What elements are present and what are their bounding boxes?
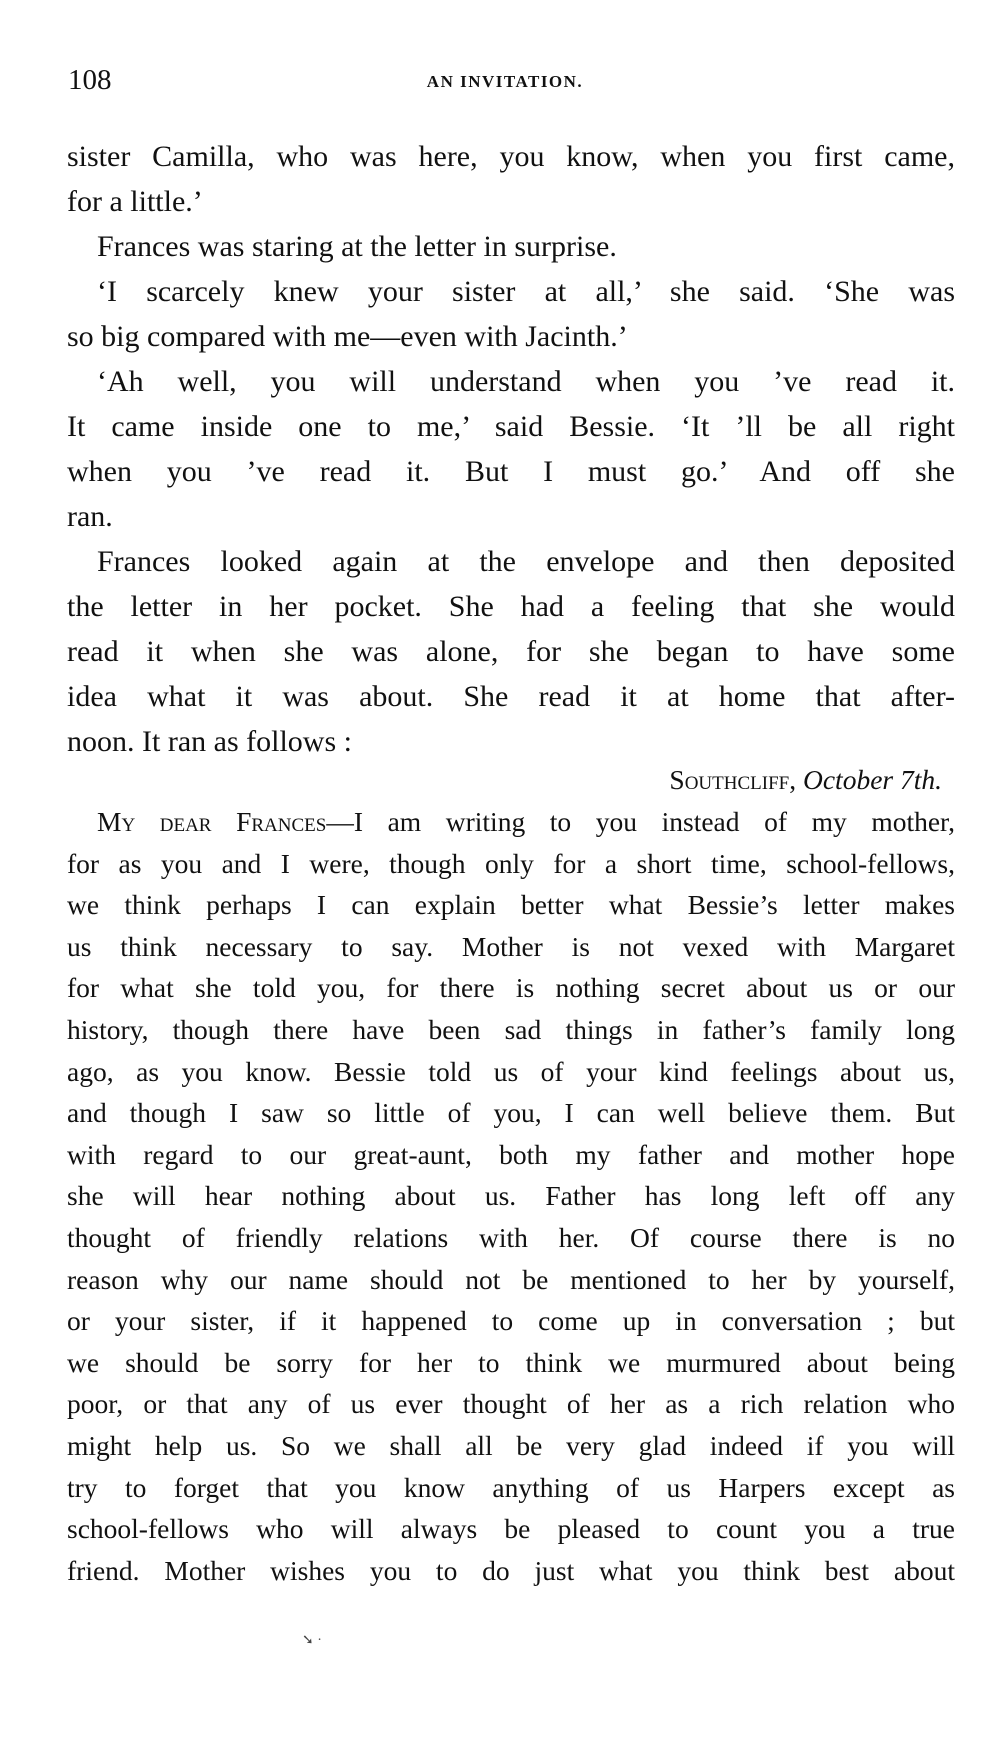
letter-line: poor, or that any of us ever thought of her as a rich relation who bbox=[67, 1388, 955, 1419]
letter-line: she will hear nothing about us. Father has long left off any bbox=[67, 1180, 955, 1211]
text-line: ‘I scarcely knew your sister at all,’ she said. ‘She was bbox=[97, 275, 955, 308]
letter-line: for what she told you, for there is nothing secret about us or our bbox=[67, 972, 955, 1003]
dateline-date: October 7th. bbox=[802, 764, 942, 795]
page-number: 108 bbox=[68, 64, 112, 96]
text-line: so big compared with me—even with Jacinth.’ bbox=[67, 320, 628, 353]
text-line: ran. bbox=[67, 500, 113, 533]
letter-dateline bbox=[67, 762, 942, 798]
letter-line: and though I saw so little of you, I can well believe them. But bbox=[67, 1097, 955, 1128]
text-line: read it when she was alone, for she began to have some bbox=[67, 635, 955, 668]
letter-line: reason why our name should not be mentioned to her by yourself, bbox=[67, 1264, 955, 1295]
letter-line: or your sister, if it happened to come up in conversation ; but bbox=[67, 1305, 955, 1336]
letter-line: school-fellows who will always be pleased to count you a true bbox=[67, 1513, 955, 1544]
text-line: noon. It ran as follows : bbox=[67, 725, 352, 758]
text-line: sister Camilla, who was here, you know, when you first came, bbox=[67, 140, 955, 173]
text-line: when you ’ve read it. But I must go.’ And off she bbox=[67, 455, 955, 488]
text-line: It came inside one to me,’ said Bessie. ‘It ’ll be all right bbox=[67, 410, 955, 443]
text-line: for a little.’ bbox=[67, 185, 203, 218]
salutation-greeting: My dear Frances bbox=[97, 806, 327, 837]
letter-line: us think necessary to say. Mother is not vexed with Margaret bbox=[67, 931, 955, 962]
letter-line: for as you and I were, though only for a short time, school-fellows, bbox=[67, 848, 955, 879]
running-title: AN INVITATION. bbox=[426, 72, 584, 91]
text-line: Frances looked again at the envelope and then deposited bbox=[97, 545, 955, 578]
letter-salutation bbox=[97, 804, 955, 840]
letter-line: we think perhaps I can explain better what Bessie’s letter makes bbox=[67, 889, 955, 920]
letter-line: we should be sorry for her to think we murmured about being bbox=[67, 1347, 955, 1378]
letter-line: try to forget that you know anything of us Harpers except as bbox=[67, 1472, 955, 1503]
letter-line: friend. Mother wishes you to do just what you think best about bbox=[67, 1555, 955, 1586]
print-speck: ➘ · bbox=[302, 1633, 322, 1648]
letter-line: with regard to our great-aunt, both my father and mother hope bbox=[67, 1139, 955, 1170]
text-line: the letter in her pocket. She had a feeling that she would bbox=[67, 590, 955, 623]
letter-line: might help us. So we shall all be very glad indeed if you will bbox=[67, 1430, 955, 1461]
salutation-rest: —I am writing to you instead of my mother, bbox=[326, 806, 955, 837]
dateline-place: Southcliff, bbox=[669, 764, 797, 795]
text-line: idea what it was about. She read it at home that after- bbox=[67, 680, 955, 713]
text-line: ‘Ah well, you will understand when you ’ve read it. bbox=[97, 365, 955, 398]
letter-line: ago, as you know. Bessie told us of your kind feelings about us, bbox=[67, 1056, 955, 1087]
text-line: Frances was staring at the letter in surprise. bbox=[97, 230, 617, 263]
letter-line: history, though there have been sad things in father’s family long bbox=[67, 1014, 955, 1045]
letter-line: thought of friendly relations with her. Of course there is no bbox=[67, 1222, 955, 1253]
